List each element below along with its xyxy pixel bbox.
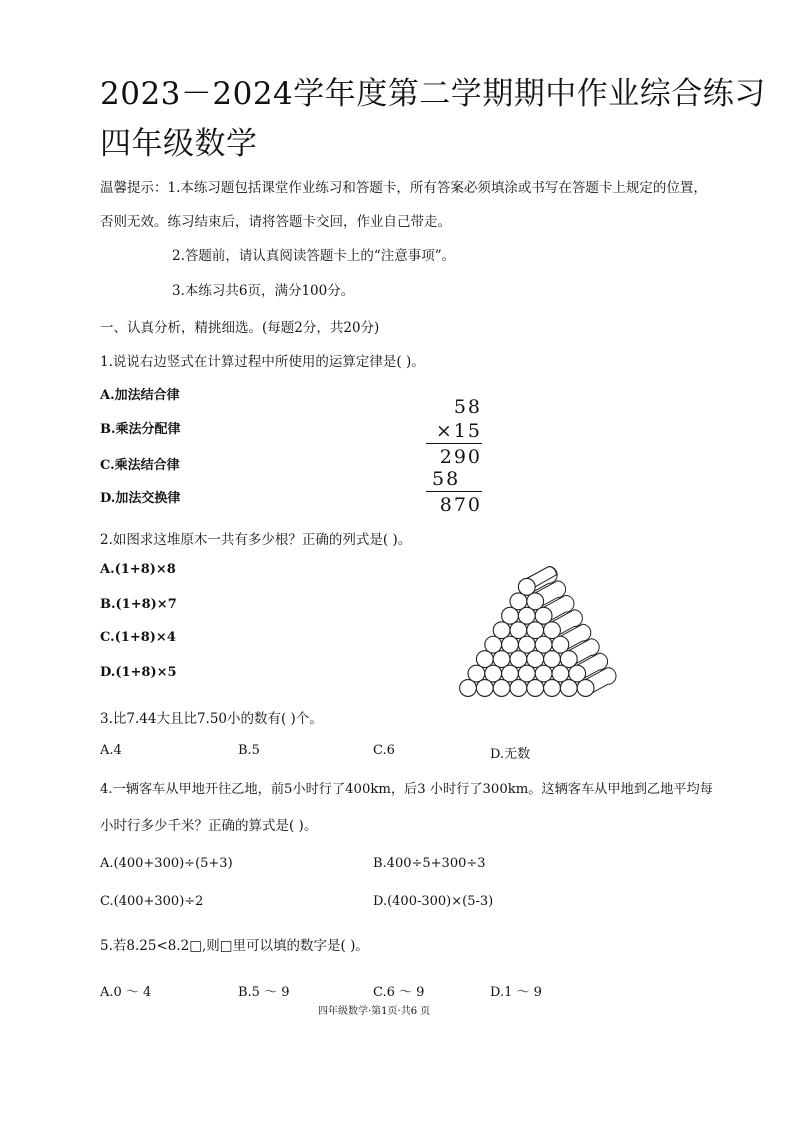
log-end (460, 680, 477, 697)
question-1-option-b: B.乘法分配律 (100, 422, 181, 437)
question-4-option-a: A.(400+300)÷(5+3) (100, 856, 233, 871)
page-title: 2023－2024学年度第二学期期中作业综合练习 (100, 76, 766, 112)
vertical-multiplication (426, 396, 482, 516)
multiplier: ×15 (435, 420, 482, 442)
log-end (577, 680, 594, 697)
partial-product-1: 290 (439, 446, 482, 468)
question-2-option-c: C.(1+8)×4 (100, 630, 176, 645)
partial-product-2: 58 (432, 468, 461, 490)
question-5-option-c: C.6 ～ 9 (373, 985, 425, 1000)
question-3-option-d: D.无数 (490, 747, 531, 762)
multiplicand: 58 (453, 396, 482, 418)
tip-line-3: 2.答题前，请认真阅读答题卡上的“注意事项”。 (172, 248, 456, 264)
question-4-stem-line-2: 小时行多少千米？正确的算式是( )。 (100, 818, 318, 834)
log-end (476, 680, 493, 697)
question-4-option-d: D.(400-300)×(5-3) (373, 894, 494, 909)
question-3-option-c: C.6 (373, 743, 395, 758)
tip-line-1: 温馨提示：1.本练习题包括课堂作业练习和答题卡，所有答案必须填涂或书写在答题卡上规定的位置， (100, 180, 707, 196)
question-3-stem: 3.比7.44大且比7.50小的数有( )个。 (100, 711, 323, 727)
log-end (493, 680, 510, 697)
log-end (527, 680, 544, 697)
question-5-option-b: B.5 ～ 9 (238, 985, 290, 1000)
question-1-option-d: D.加法交换律 (100, 491, 181, 506)
question-4-option-c: C.(400+300)÷2 (100, 894, 204, 909)
question-3-option-b: B.5 (238, 743, 260, 758)
question-1-option-a: A.加法结合律 (100, 388, 180, 403)
question-2-option-b: B.(1+8)×7 (100, 597, 177, 612)
section-heading: 一、认真分析，精挑细选。(每题2分，共20分) (100, 320, 380, 336)
question-2-option-a: A.(1+8)×8 (100, 562, 176, 577)
log-end (544, 680, 561, 697)
divider-line (426, 443, 482, 444)
question-5-option-d: D.1 ～ 9 (490, 985, 542, 1000)
tip-line-2: 否则无效。练习结束后，请将答题卡交回，作业自己带走。 (100, 214, 451, 230)
log-pile-figure (452, 558, 627, 700)
question-5-stem: 5.若8.25<8.2□,则□里可以填的数字是( )。 (100, 938, 369, 954)
question-3-option-a: A.4 (100, 743, 122, 758)
question-2-stem: 2.如图求这堆原木一共有多少根？正确的列式是( )。 (100, 532, 412, 548)
page-footer: 四年级数学·第1页·共6 页 (318, 1006, 431, 1017)
page-subtitle: 四年级数学 (100, 126, 258, 162)
question-4-stem-line-1: 4.一辆客车从甲地开往乙地，前5小时行了400km，后3 小时行了300km。这辆客车从甲地到乙地平均每 (100, 782, 713, 797)
tip-line-4: 3.本练习共6页，满分100分。 (172, 283, 355, 299)
question-5-option-a: A.0 ～ 4 (100, 985, 152, 1000)
log-end (560, 680, 577, 697)
log-end (510, 680, 527, 697)
divider-line (426, 491, 482, 492)
question-4-option-b: B.400÷5+300÷3 (373, 856, 486, 871)
product: 870 (439, 494, 482, 516)
question-1-option-c: C.乘法结合律 (100, 458, 180, 473)
question-1-stem: 1.说说右边竖式在计算过程中所使用的运算定律是( )。 (100, 354, 425, 370)
question-2-option-d: D.(1+8)×5 (100, 665, 177, 680)
